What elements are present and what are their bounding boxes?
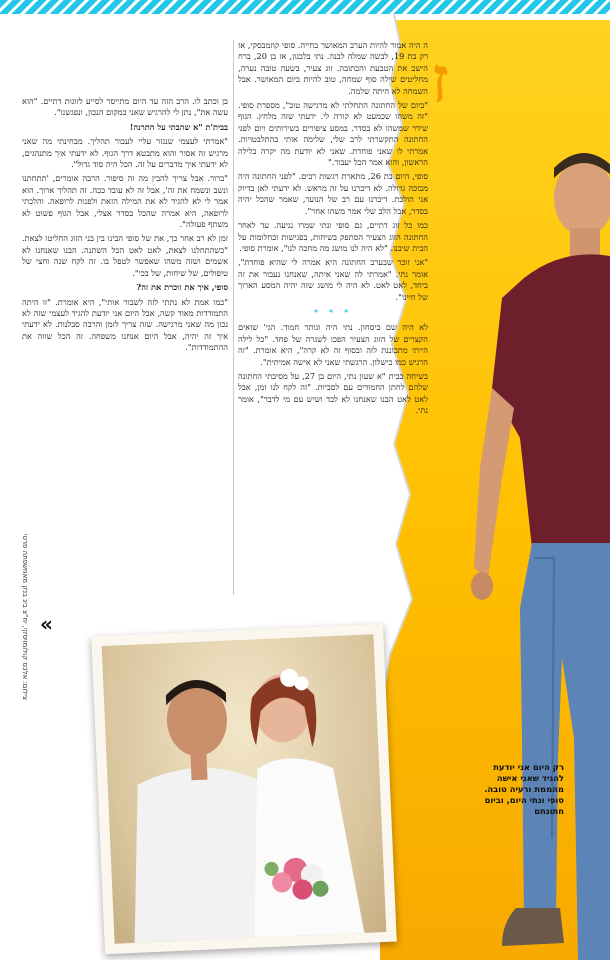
paragraph: "אני זוכר שבערב החתונה היא אמרה לי שהיא פוחדת", אומר נתי. "אמרתי לה שאני איתה, שאנחנו נעבור את זה ביחד, לאט לאט. לא היה לי מושג שזה יהיה המסע הארוך של חיינו". — [238, 257, 428, 302]
continue-arrows-icon: « — [40, 612, 53, 636]
photo-caption: רק היום אני יודעת להגיד שאני אישה מהממת ורעיה טובה. סופי ונתי היום, וביום חתונתם — [484, 762, 564, 816]
subheading: סופי, איך את זוכרת את זה? — [136, 282, 228, 293]
wedding-couple-illustration — [102, 634, 387, 944]
paragraph: ה היה אמור להיות הערב המאושר בחייה. סופי קוזמבסקי, אז רק בת 19, לבשה שמלה לבנה. נתי בלבנון, אז בן 20, ברח הישב את הטבעת והכתובה. זוג צעיר, בשעה טובה נערה, מחליטים שילה סוף שמחה, טוב להיות ביום המאושר. אבל השמחה לא היתה שלמה. — [238, 40, 428, 96]
paragraph: לא היה שם ביסחון. נתי היה ונותר חמוד. הגי' שואים הקצרים של הזוג הצעיר הפכו לשגרה של פחד. "כל לילה הייתי מתכוננת לזה ובסוף זה לא קרה", היא אומרת. "זה הרגיש כמו כישלון. הרגשתי שאני לא אישה אמיתית". — [238, 322, 428, 367]
top-decorative-stripe — [0, 0, 610, 14]
svg-text:ז: ז — [431, 43, 449, 118]
paragraph: כמו כל זוג דתיים, גם סופי ונתי שמרו נגיעה. עד לאחר החתונה הזוג הצעיר הסתפק בשיחות, בפגישות ובחלומות על הבית שיבנו. "לא היה לנו מושג מה מחכה לנו", אומרת סופי. — [238, 220, 428, 253]
section-break-stars: * * * — [313, 306, 353, 317]
man-standing-photo — [462, 138, 610, 960]
article-column-right — [238, 40, 428, 560]
paragraph: בן וכתב לו. הרב הזה עד היום מתייסר לסייע לזוגות דתיים. "הוא עשה את", נתן לי להרגיש שאני במקום הנכון, ונפגשנו". — [22, 96, 228, 118]
wedding-photo — [102, 634, 387, 944]
subheading: בבית'ת "א שהבתי על התרנה! — [129, 121, 228, 132]
paragraph: "ביום של החתונה התחלתי לא מרגישה טוב", מספרת סופי. "זה משהו שכמעט לא קורה לי. ידעתי שזה מלחץ. הגוף שידר שמשהו לא בסדר. במסע ציפורים בשירותים ויום לפני החתונה התקשרתי לרב שלי, שלימה אותי בהתלבטויות. אמרתי לו שאני פוחדת. שאני לא יודעת מה יקרה בלילה הראשון, והוא אמר הכל יעבור." — [238, 100, 428, 168]
paragraph: "אמרתי לעצמי שנגזר עליי לעבור תהליך. מבחינתי מה שאני מרגיש זה אסור והוא מתבטא דרך הגוף. לא ידעתי איך מתנהגים, לא ידעתי איך מדברים על זה. הכל היה סוד גדול". — [22, 136, 228, 170]
paragraph: זמן לא רב אחר כך, את של סופי הבינו בין בני הזוג החליטו לצאת. "כשהתחלנו לצאת, לאט לאט הכל השתנה. הבנו שאנחנו לא אשמים ושזה משהו שאפשר לטפל בו. זה לקח שנה וחצי של טיפולים, של שיחות, של בכי". — [22, 233, 228, 278]
article-column-left — [22, 96, 228, 596]
paragraph: "ברור. אבל צריך להבין מה זה סיפור. הרבה אומרים, 'תתחתנו ונשב ונשמח את זה', אבל זה לא עובד ככה. זה תהליך ארוך. הוא אמר לי לא להגיד לא את המילה הזאת ולפנות לרופאה. והלכתי לרופאה, היא אמרה שהכל בסדר אצלי, אבל הגוף פשוט לא משתף פעולה". — [22, 173, 228, 230]
drop-cap-letter — [423, 40, 457, 118]
paragraph: "כמו אמת לא נתתי לזה לשבור אותי", היא אומרת. "זו היתה התמודדות מאוד קשה, אבל היום אני יודעת להגיד לעצמי שזה לא נכון מה שאני מרגישה. שזה צריך לזמן והרבה סבלנות. לא ידעתי איך זה יהיה, אבל היום אנחנו משפחה. זה הכל שווה את ההתמודדות". — [22, 296, 228, 353]
photo-credit — [12, 533, 29, 940]
wedding-photo-frame — [91, 624, 397, 954]
svg-text:צילום: אלכס קולומויסקי, יח"צ ב: צילום: אלכס קולומויסקי, יח"צ ביג בנק מאחשפתה פרטי — [21, 533, 29, 700]
column-divider — [233, 40, 234, 595]
paragraph: בשיחה בבית "א שעון נתי, היום בן 27, על מסיבתי החתונה שלהם לחתן החמודים עם לסביות. "זה לקח לנו זמן, אבל לאט לאט הבנו שאנחנו לא לבד ושיש עם מי לדבר", אומר נתי. — [238, 370, 428, 416]
paragraph: סופי, היום בת 26, מתארת רגשות רבים. "לפני החתונה היה מבוכה גדולה. לא דיברנו על זה מראש. לא ידעתי לאן בדיוק אני הולכת. דיברנו עם רב של הנוער, שאמר שהכל יהיה בסדר, אבל הלב שלי אמר משהו אחר". — [238, 171, 428, 216]
